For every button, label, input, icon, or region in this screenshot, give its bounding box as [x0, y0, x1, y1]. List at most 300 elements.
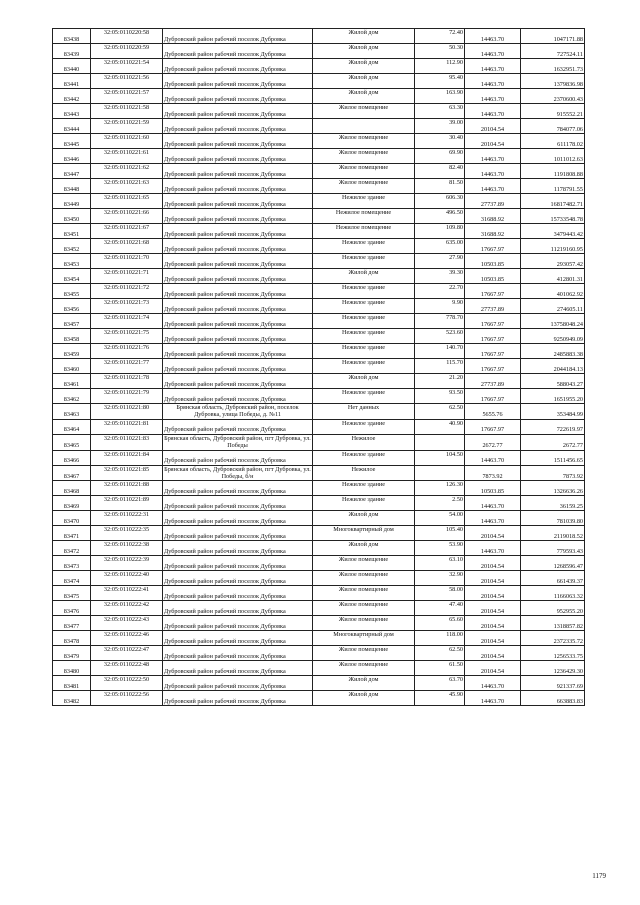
cadastral-number-cell: 32:05:0110221:59 — [91, 119, 163, 134]
cadastral-value-cell: 1178791.55 — [521, 179, 585, 194]
area-cell: 54.00 — [415, 511, 465, 526]
object-type-cell: Жилое помещение — [313, 134, 415, 149]
address-cell: Дубровский район рабочий поселок Дубровка — [163, 269, 313, 284]
area-cell: 27.90 — [415, 254, 465, 269]
cadastral-number-cell: 32:05:0110221:80 — [91, 404, 163, 420]
table-row — [53, 434, 585, 450]
address-cell: Дубровский район рабочий поселок Дубровка — [163, 239, 313, 254]
area-cell: 30.40 — [415, 134, 465, 149]
unit-value-cell: 14463.70 — [465, 89, 521, 104]
table-row — [53, 496, 585, 511]
table-row — [53, 526, 585, 541]
cadastral-value-cell: 781039.80 — [521, 511, 585, 526]
address-cell: Дубровский район рабочий поселок Дубровка — [163, 631, 313, 646]
object-type-cell: Жилой дом — [313, 59, 415, 74]
row-number-cell: 83452 — [53, 239, 91, 254]
area-cell: 22.70 — [415, 284, 465, 299]
unit-value-cell: 20104.54 — [465, 134, 521, 149]
cadastral-number-cell: 32:05:0110221:68 — [91, 239, 163, 254]
row-number-cell: 83446 — [53, 149, 91, 164]
cadastral-value-cell: 1191808.88 — [521, 164, 585, 179]
area-cell: 2.50 — [415, 496, 465, 511]
cadastral-number-cell: 32:05:0110221:66 — [91, 209, 163, 224]
cadastral-value-cell: 2044184.13 — [521, 359, 585, 374]
address-cell: Брянская область, Дубровский район, пгт Дубровка, ул. Победы — [164, 434, 311, 450]
row-number-cell: 83472 — [53, 541, 91, 556]
area-cell: 523.60 — [415, 329, 465, 344]
table-body — [53, 29, 585, 706]
area-cell: 47.40 — [415, 601, 465, 616]
cadastral-number-cell: 32:05:0110220:59 — [91, 44, 163, 59]
cadastral-number-cell: 32:05:0110221:65 — [91, 194, 163, 209]
object-type-cell: Нежилое здание — [313, 450, 415, 465]
row-number-cell: 83464 — [53, 419, 91, 434]
unit-value-cell: 17667.97 — [465, 329, 521, 344]
table-row — [53, 676, 585, 691]
cadastral-value-cell: 1256533.75 — [521, 646, 585, 661]
area-cell: 62.50 — [415, 404, 465, 420]
cadastral-number-cell: 32:05:0110221:70 — [91, 254, 163, 269]
cadastral-value-cell: 1318857.82 — [521, 616, 585, 631]
address-cell: Дубровский район рабочий поселок Дубровка — [163, 691, 313, 706]
object-type-cell: Нежилое здание — [313, 496, 415, 511]
row-number-cell: 83480 — [53, 661, 91, 676]
address-cell: Дубровский район рабочий поселок Дубровка — [163, 224, 313, 239]
address-cell: Дубровский район рабочий поселок Дубровка — [163, 526, 313, 541]
unit-value-cell: 14463.70 — [465, 691, 521, 706]
object-type-cell: Жилой дом — [313, 374, 415, 389]
cadastral-number-cell: 32:05:0110222:46 — [91, 631, 163, 646]
object-type-cell: Жилое помещение — [313, 571, 415, 586]
unit-value-cell: 14463.70 — [465, 29, 521, 44]
row-number-cell: 83450 — [53, 209, 91, 224]
object-type-cell: Нежилое здание — [313, 359, 415, 374]
cadastral-value-cell: 1326636.26 — [521, 481, 585, 496]
row-number-cell: 83449 — [53, 194, 91, 209]
area-cell: 104.50 — [415, 450, 465, 465]
row-number-cell: 83458 — [53, 329, 91, 344]
area-cell: 53.90 — [415, 541, 465, 556]
area-cell: 81.50 — [415, 179, 465, 194]
object-type-cell: Многоквартирный дом — [313, 526, 415, 541]
address-cell: Брянская область, Дубровский район, поселок Дубровка, улица Победы, д. №11 — [163, 404, 313, 420]
address-cell: Дубровский район рабочий поселок Дубровка — [163, 344, 313, 359]
cadastral-value-cell: 1268596.47 — [521, 556, 585, 571]
row-number-cell: 83440 — [53, 59, 91, 74]
unit-value-cell: 14463.70 — [465, 104, 521, 119]
row-number-cell: 83462 — [53, 389, 91, 404]
table-row — [53, 631, 585, 646]
unit-value-cell: 7873.92 — [465, 465, 521, 481]
object-type-cell: Нежилое здание — [313, 239, 415, 254]
cadastral-number-cell: 32:05:0110221:81 — [91, 419, 163, 434]
row-number-cell: 83481 — [53, 676, 91, 691]
cadastral-value-cell: 15733548.78 — [521, 209, 585, 224]
object-type-cell: Жилое помещение — [313, 646, 415, 661]
cadastral-value-cell: 1632951.73 — [521, 59, 585, 74]
row-number-cell: 83445 — [53, 134, 91, 149]
row-number-cell: 83466 — [53, 450, 91, 465]
address-cell: Дубровский район рабочий поселок Дубровка — [163, 329, 313, 344]
row-number-cell: 83453 — [53, 254, 91, 269]
cadastral-value-cell: 36159.25 — [521, 496, 585, 511]
address-cell: Дубровский район рабочий поселок Дубровка — [163, 119, 313, 134]
cadastral-number-cell: 32:05:0110221:89 — [91, 496, 163, 511]
object-type-cell: Жилое помещение — [313, 179, 415, 194]
cadastral-value-cell: 11219160.95 — [521, 239, 585, 254]
unit-value-cell: 14463.70 — [465, 179, 521, 194]
area-cell: 61.50 — [415, 661, 465, 676]
unit-value-cell: 20104.54 — [465, 556, 521, 571]
address-cell: Дубровский район рабочий поселок Дубровка — [163, 374, 313, 389]
row-number-cell: 83441 — [53, 74, 91, 89]
cadastral-number-cell: 32:05:0110221:78 — [91, 374, 163, 389]
object-type-cell: Жилой дом — [313, 269, 415, 284]
unit-value-cell: 20104.54 — [465, 119, 521, 134]
cadastral-number-cell: 32:05:0110222:56 — [91, 691, 163, 706]
address-cell: Дубровский район рабочий поселок Дубровка — [163, 541, 313, 556]
unit-value-cell: 17667.97 — [465, 239, 521, 254]
unit-value-cell: 14463.70 — [465, 676, 521, 691]
object-type-cell: Жилое помещение — [313, 164, 415, 179]
cadastral-value-table — [52, 28, 585, 706]
table-row — [53, 104, 585, 119]
cadastral-value-cell: 412801.31 — [521, 269, 585, 284]
table-row — [53, 194, 585, 209]
unit-value-cell: 14463.70 — [465, 496, 521, 511]
area-cell: 62.50 — [415, 646, 465, 661]
address-cell: Дубровский район рабочий поселок Дубровка — [163, 646, 313, 661]
table-row — [53, 44, 585, 59]
cadastral-value-cell: 1651955.20 — [521, 389, 585, 404]
cadastral-value-cell: 1236429.30 — [521, 661, 585, 676]
table-row — [53, 646, 585, 661]
area-cell: 82.40 — [415, 164, 465, 179]
address-cell: Брянская область, Дубровский район, пгт Дубровка, ул. Победы, б/н — [164, 465, 311, 481]
area-cell: 118.00 — [415, 631, 465, 646]
cadastral-value-cell: 1011012.63 — [521, 149, 585, 164]
table-row — [53, 299, 585, 314]
cadastral-value-cell: 611178.02 — [521, 134, 585, 149]
row-number-cell: 83456 — [53, 299, 91, 314]
table-row — [53, 419, 585, 434]
area-cell: 606.30 — [415, 194, 465, 209]
object-type-cell: Жилой дом — [313, 44, 415, 59]
area-cell: 109.80 — [415, 224, 465, 239]
cadastral-number-cell: 32:05:0110221:60 — [91, 134, 163, 149]
cadastral-number-cell: 32:05:0110221:77 — [91, 359, 163, 374]
address-cell: Дубровский район рабочий поселок Дубровка — [163, 419, 313, 434]
address-cell: Дубровский район рабочий поселок Дубровка — [163, 29, 313, 44]
unit-value-cell: 10503.85 — [465, 254, 521, 269]
unit-value-cell: 14463.70 — [465, 59, 521, 74]
unit-value-cell: 17667.97 — [465, 389, 521, 404]
address-cell: Дубровский район рабочий поселок Дубровка — [163, 254, 313, 269]
cadastral-value-cell: 2119018.52 — [521, 526, 585, 541]
address-cell: Дубровский район рабочий поселок Дубровка — [163, 511, 313, 526]
row-number-cell: 83469 — [53, 496, 91, 511]
area-cell: 63.10 — [415, 556, 465, 571]
row-number-cell: 83460 — [53, 359, 91, 374]
row-number-cell: 83467 — [53, 465, 91, 481]
table-row — [53, 344, 585, 359]
area-cell — [415, 434, 465, 450]
table-row — [53, 571, 585, 586]
unit-value-cell: 14463.70 — [465, 450, 521, 465]
cadastral-number-cell: 32:05:0110221:84 — [91, 450, 163, 465]
table-row — [53, 29, 585, 44]
unit-value-cell: 17667.97 — [465, 284, 521, 299]
row-number-cell: 83473 — [53, 556, 91, 571]
object-type-cell: Нежилое здание — [313, 344, 415, 359]
cadastral-number-cell: 32:05:0110222:40 — [91, 571, 163, 586]
area-cell: 72.40 — [415, 29, 465, 44]
object-type-cell: Жилое помещение — [313, 616, 415, 631]
object-type-cell: Жилое помещение — [313, 104, 415, 119]
row-number-cell: 83461 — [53, 374, 91, 389]
area-cell: 63.30 — [415, 104, 465, 119]
address-cell: Дубровский район рабочий поселок Дубровка — [163, 359, 313, 374]
unit-value-cell: 14463.70 — [465, 541, 521, 556]
address-cell: Дубровский район рабочий поселок Дубровка — [163, 44, 313, 59]
cadastral-value-cell: 1166063.32 — [521, 586, 585, 601]
row-number-cell: 83475 — [53, 586, 91, 601]
cadastral-number-cell: 32:05:0110222:47 — [91, 646, 163, 661]
table-row — [53, 329, 585, 344]
area-cell: 778.70 — [415, 314, 465, 329]
area-cell: 39.30 — [415, 269, 465, 284]
cadastral-number-cell: 32:05:0110221:56 — [91, 74, 163, 89]
row-number-cell: 83465 — [53, 434, 91, 450]
cadastral-value-cell: 2372335.72 — [521, 631, 585, 646]
cadastral-number-cell: 32:05:0110221:74 — [91, 314, 163, 329]
unit-value-cell: 5655.76 — [465, 404, 521, 420]
area-cell: 58.00 — [415, 586, 465, 601]
table-row — [53, 134, 585, 149]
row-number-cell: 83459 — [53, 344, 91, 359]
address-cell: Дубровский район рабочий поселок Дубровка — [163, 179, 313, 194]
unit-value-cell: 10503.85 — [465, 481, 521, 496]
cadastral-number-cell: 32:05:0110222:39 — [91, 556, 163, 571]
table-row — [53, 284, 585, 299]
object-type-cell: Нежилое — [313, 465, 415, 481]
row-number-cell: 83451 — [53, 224, 91, 239]
table-row — [53, 269, 585, 284]
cadastral-number-cell: 32:05:0110221:75 — [91, 329, 163, 344]
object-type-cell: Нежилое здание — [313, 481, 415, 496]
address-cell: Дубровский район рабочий поселок Дубровка — [163, 284, 313, 299]
cadastral-value-cell: 952955.20 — [521, 601, 585, 616]
table-row — [53, 359, 585, 374]
area-cell: 496.50 — [415, 209, 465, 224]
unit-value-cell: 10503.85 — [465, 269, 521, 284]
table-row — [53, 616, 585, 631]
cadastral-number-cell: 32:05:0110222:42 — [91, 601, 163, 616]
table-row — [53, 164, 585, 179]
cadastral-number-cell: 32:05:0110221:71 — [91, 269, 163, 284]
cadastral-value-cell: 353484.99 — [521, 404, 585, 420]
object-type-cell: Нежилое здание — [313, 254, 415, 269]
table-row — [53, 481, 585, 496]
row-number-cell: 83470 — [53, 511, 91, 526]
area-cell: 9.90 — [415, 299, 465, 314]
row-number-cell: 83474 — [53, 571, 91, 586]
address-cell: Дубровский район рабочий поселок Дубровка — [163, 450, 313, 465]
table-row — [53, 691, 585, 706]
object-type-cell: Нежилое — [313, 434, 415, 450]
object-type-cell: Жилое помещение — [313, 556, 415, 571]
object-type-cell: Жилой дом — [313, 74, 415, 89]
object-type-cell: Жилой дом — [313, 691, 415, 706]
row-number-cell: 83455 — [53, 284, 91, 299]
unit-value-cell: 14463.70 — [465, 74, 521, 89]
object-type-cell: Жилой дом — [313, 676, 415, 691]
unit-value-cell: 27737.89 — [465, 194, 521, 209]
unit-value-cell: 27737.89 — [465, 299, 521, 314]
unit-value-cell: 17667.97 — [465, 359, 521, 374]
cadastral-value-cell: 727524.11 — [521, 44, 585, 59]
unit-value-cell: 27737.89 — [465, 374, 521, 389]
cadastral-value-cell: 915552.21 — [521, 104, 585, 119]
row-number-cell: 83478 — [53, 631, 91, 646]
row-number-cell: 83454 — [53, 269, 91, 284]
cadastral-value-cell: 1511456.65 — [521, 450, 585, 465]
cadastral-value-cell: 588043.27 — [521, 374, 585, 389]
area-cell: 50.30 — [415, 44, 465, 59]
table-row — [53, 254, 585, 269]
unit-value-cell: 14463.70 — [465, 511, 521, 526]
cadastral-number-cell: 32:05:0110221:73 — [91, 299, 163, 314]
object-type-cell: Жилой дом — [313, 89, 415, 104]
object-type-cell: Жилой дом — [313, 29, 415, 44]
cadastral-number-cell: 32:05:0110222:50 — [91, 676, 163, 691]
unit-value-cell: 17667.97 — [465, 419, 521, 434]
row-number-cell: 83457 — [53, 314, 91, 329]
cadastral-value-cell: 274605.11 — [521, 299, 585, 314]
address-cell: Дубровский район рабочий поселок Дубровка — [163, 194, 313, 209]
table-row — [53, 224, 585, 239]
cadastral-number-cell: 32:05:0110221:88 — [91, 481, 163, 496]
unit-value-cell: 17667.97 — [465, 314, 521, 329]
table-row — [53, 314, 585, 329]
object-type-cell: Нежилое здание — [313, 329, 415, 344]
area-cell: 40.90 — [415, 419, 465, 434]
table-row — [53, 541, 585, 556]
cadastral-number-cell: 32:05:0110221:72 — [91, 284, 163, 299]
cadastral-value-cell: 13758048.24 — [521, 314, 585, 329]
object-type-cell: Жилое помещение — [313, 661, 415, 676]
cadastral-number-cell: 32:05:0110222:31 — [91, 511, 163, 526]
table-row — [53, 209, 585, 224]
object-type-cell: Нежилое здание — [313, 194, 415, 209]
area-cell: 65.60 — [415, 616, 465, 631]
cadastral-number-cell: 32:05:0110221:85 — [91, 465, 163, 481]
unit-value-cell: 17667.97 — [465, 344, 521, 359]
row-number-cell: 83477 — [53, 616, 91, 631]
address-cell: Дубровский район рабочий поселок Дубровка — [163, 74, 313, 89]
area-cell: 115.70 — [415, 359, 465, 374]
object-type-cell: Нежилое здание — [313, 419, 415, 434]
table-row — [53, 404, 585, 420]
address-cell: Дубровский район рабочий поселок Дубровка — [163, 556, 313, 571]
cadastral-value-cell: 2485883.38 — [521, 344, 585, 359]
table-row — [53, 239, 585, 254]
address-cell: Дубровский район рабочий поселок Дубровка — [163, 209, 313, 224]
object-type-cell: Нежилое здание — [313, 284, 415, 299]
cadastral-value-cell: 784077.06 — [521, 119, 585, 134]
cadastral-number-cell: 32:05:0110220:58 — [91, 29, 163, 44]
area-cell: 126.30 — [415, 481, 465, 496]
cadastral-number-cell: 32:05:0110221:76 — [91, 344, 163, 359]
address-cell: Дубровский район рабочий поселок Дубровка — [163, 496, 313, 511]
object-type-cell: Многоквартирный дом — [313, 631, 415, 646]
cadastral-number-cell: 32:05:0110221:58 — [91, 104, 163, 119]
object-type-cell: Нет данных — [313, 404, 415, 420]
area-cell: 69.90 — [415, 149, 465, 164]
address-cell: Дубровский район рабочий поселок Дубровка — [163, 314, 313, 329]
cadastral-number-cell: 32:05:0110221:57 — [91, 89, 163, 104]
address-cell: Дубровский район рабочий поселок Дубровка — [163, 299, 313, 314]
cadastral-value-cell: 16817482.71 — [521, 194, 585, 209]
table-row — [53, 119, 585, 134]
address-cell: Дубровский район рабочий поселок Дубровка — [163, 89, 313, 104]
area-cell: 32.90 — [415, 571, 465, 586]
area-cell: 21.20 — [415, 374, 465, 389]
cadastral-number-cell: 32:05:0110222:43 — [91, 616, 163, 631]
address-cell: Дубровский район рабочий поселок Дубровка — [163, 571, 313, 586]
row-number-cell: 83476 — [53, 601, 91, 616]
cadastral-value-cell: 661439.37 — [521, 571, 585, 586]
table-row — [53, 556, 585, 571]
area-cell: 39.00 — [415, 119, 465, 134]
cadastral-number-cell: 32:05:0110222:41 — [91, 586, 163, 601]
table-row — [53, 465, 585, 481]
address-cell: Дубровский район рабочий поселок Дубровка — [163, 481, 313, 496]
object-type-cell: Жилой дом — [313, 511, 415, 526]
cadastral-value-cell: 9250949.09 — [521, 329, 585, 344]
cadastral-value-cell: 1047171.88 — [521, 29, 585, 44]
row-number-cell: 83443 — [53, 104, 91, 119]
row-number-cell: 83442 — [53, 89, 91, 104]
unit-value-cell: 31688.92 — [465, 209, 521, 224]
address-cell: Дубровский район рабочий поселок Дубровка — [163, 134, 313, 149]
row-number-cell: 83463 — [53, 404, 91, 420]
table-row — [53, 389, 585, 404]
address-cell: Дубровский район рабочий поселок Дубровка — [163, 676, 313, 691]
object-type-cell: Нежилое помещение — [313, 224, 415, 239]
unit-value-cell: 14463.70 — [465, 149, 521, 164]
cadastral-value-cell: 663883.83 — [521, 691, 585, 706]
table-row — [53, 74, 585, 89]
area-cell: 112.90 — [415, 59, 465, 74]
row-number-cell: 83444 — [53, 119, 91, 134]
row-number-cell: 83479 — [53, 646, 91, 661]
address-cell: Дубровский район рабочий поселок Дубровка — [163, 59, 313, 74]
address-cell: Дубровский район рабочий поселок Дубровка — [163, 149, 313, 164]
cadastral-value-cell: 921337.69 — [521, 676, 585, 691]
object-type-cell: Нежилое здание — [313, 299, 415, 314]
object-type-cell: Жилой дом — [313, 541, 415, 556]
address-cell: Дубровский район рабочий поселок Дубровка — [163, 586, 313, 601]
cadastral-number-cell: 32:05:0110221:79 — [91, 389, 163, 404]
unit-value-cell: 20104.54 — [465, 631, 521, 646]
area-cell: 95.40 — [415, 74, 465, 89]
cadastral-number-cell: 32:05:0110221:83 — [91, 434, 163, 450]
cadastral-number-cell: 32:05:0110221:63 — [91, 179, 163, 194]
area-cell: 140.70 — [415, 344, 465, 359]
cadastral-value-cell: 7873.92 — [521, 465, 585, 481]
area-cell: 63.70 — [415, 676, 465, 691]
